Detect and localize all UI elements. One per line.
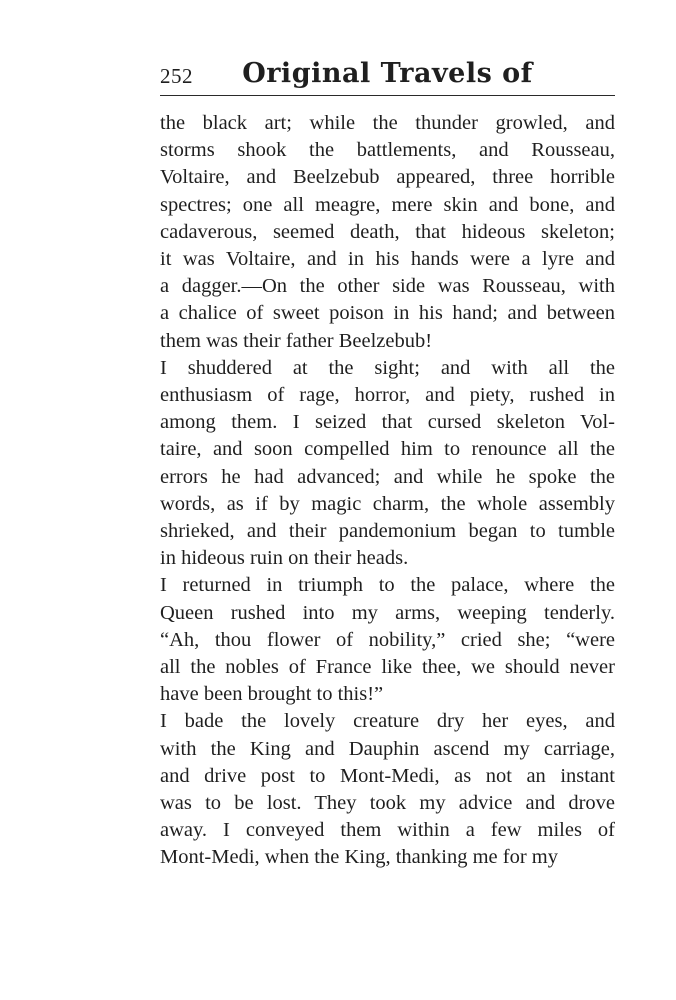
page-number: 252 [160, 64, 193, 88]
text-line: among them. I seized that cursed skeleton Vol- [160, 411, 615, 434]
paragraph [160, 572, 615, 708]
text-line: spectres; one all meagre, mere skin and bone, and [160, 193, 615, 216]
text-line: I bade the lovely creature dry her eyes, and [160, 710, 615, 733]
text-line: them was their father Beelzebub! [160, 329, 433, 352]
paragraph [160, 355, 615, 573]
text-line: a dagger.—On the other side was Rousseau, with [160, 275, 615, 298]
text-line: words, as if by magic charm, the whole assembly [160, 492, 615, 515]
text-line: and drive post to Mont-Medi, as not an instant [160, 764, 615, 787]
text-line: I shuddered at the sight; and with all the [160, 356, 615, 379]
text-line: I returned in triumph to the palace, where the [160, 574, 615, 597]
text-line: enthusiasm of rage, horror, and piety, rushed in [160, 384, 615, 407]
text-line: the black art; while the thunder growled, and [160, 112, 615, 134]
text-line: away. I conveyed them within a few miles of [160, 819, 615, 842]
text-line: in hideous ruin on their heads. [160, 547, 409, 570]
text-line: cadaverous, seemed death, that hideous skeleton; [160, 220, 615, 243]
text-line: have been brought to this!” [160, 683, 384, 706]
running-title: Original Travels of [242, 58, 533, 89]
text-line: storms shook the battlements, and Rousseau, [160, 139, 615, 162]
paragraph [160, 110, 615, 355]
text-line: taire, and soon compelled him to renounce all the [160, 438, 615, 461]
header-rule [160, 95, 615, 96]
text-line: “Ah, thou flower of nobility,” cried she; “were [160, 628, 615, 651]
text-line: errors he had advanced; and while he spoke the [160, 465, 615, 488]
text-line: Queen rushed into my arms, weeping tenderly. [160, 601, 615, 624]
page-header [160, 58, 615, 94]
text-line: Voltaire, and Beelzebub appeared, three horrible [160, 166, 615, 189]
paragraph [160, 708, 615, 871]
text-line: it was Voltaire, and in his hands were a lyre and [160, 248, 615, 271]
text-line: a chalice of sweet poison in his hand; and between [160, 302, 615, 325]
text-line: all the nobles of France like thee, we should never [160, 656, 615, 679]
text-line: shrieked, and their pandemonium began to tumble [160, 520, 615, 543]
text-line: was to be lost. They took my advice and drove [160, 792, 615, 815]
text-line: with the King and Dauphin ascend my carriage, [160, 737, 615, 760]
text-line: Mont-Medi, when the King, thanking me for my [160, 846, 558, 869]
body-text [160, 110, 615, 872]
